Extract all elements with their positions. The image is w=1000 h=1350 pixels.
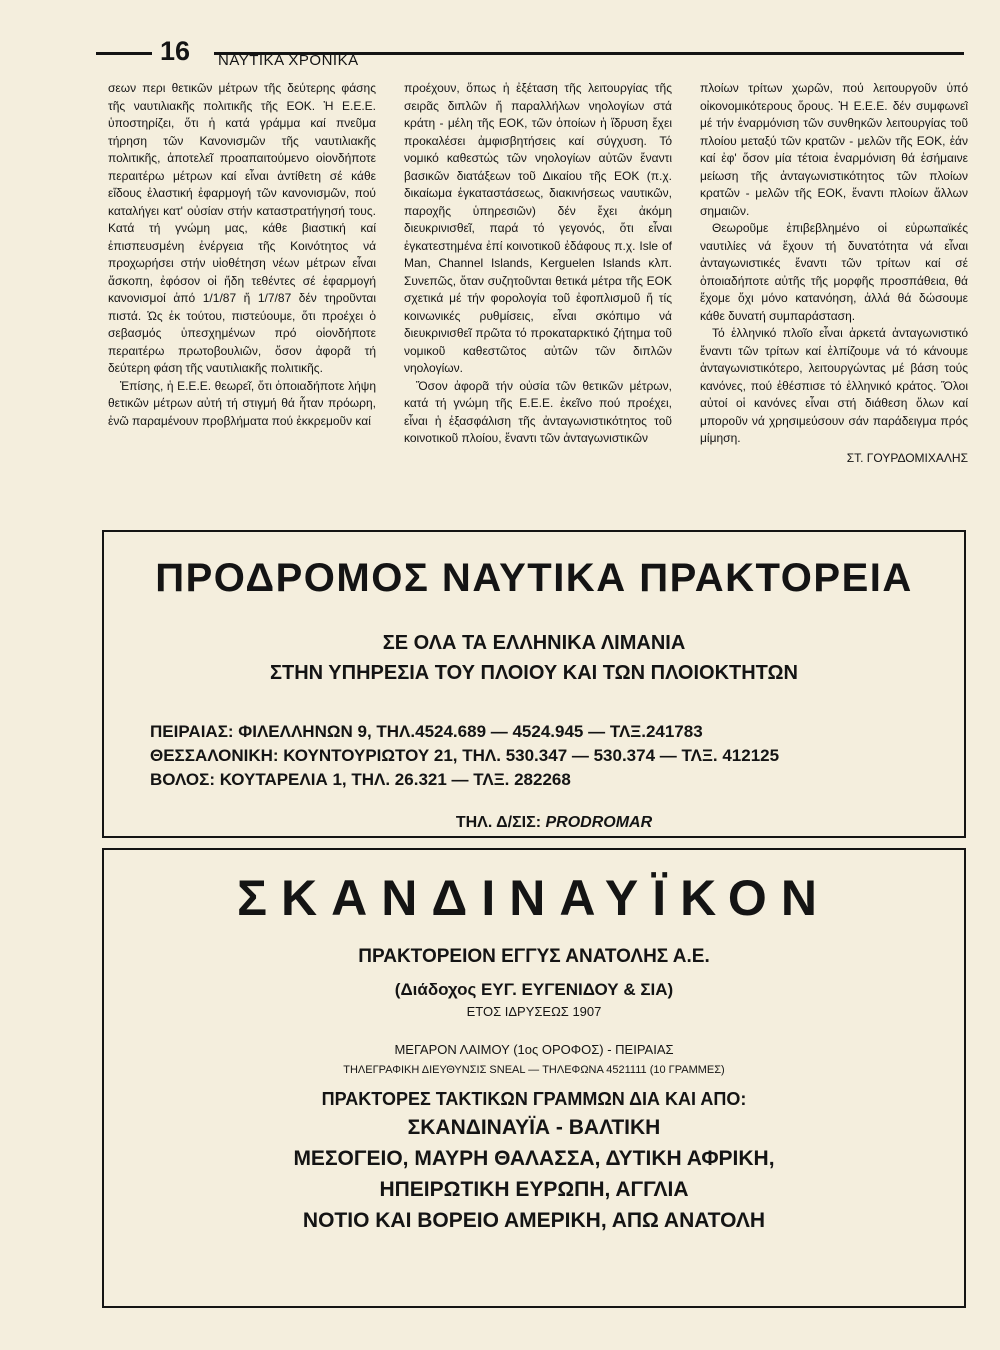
- ad-skandinavikon-telegraph: ΤΗΛΕΓΡΑΦΙΚΗ ΔΙΕΥΘΥΝΣΙΣ SNEAL — ΤΗΛΕΦΩΝΑ 4521111 (10 ΓΡΑΜΜΕΣ): [343, 1064, 725, 1076]
- page-header: [96, 38, 964, 68]
- ad-skandinavikon-title: ΣΚΑΝΔΙΝΑΥΪΚΟΝ: [237, 870, 831, 926]
- ad-prodromos-offices: [104, 720, 964, 792]
- destination-line: ΜΕΣΟΓΕΙΟ, ΜΑΥΡΗ ΘΑΛΑΣΣΑ, ΔΥΤΙΚΗ ΑΦΡΙΚΗ,: [293, 1147, 775, 1170]
- office-piraeus: ΠΕΙΡΑΙΑΣ: ΦΙΛΕΛΛΗΝΩΝ 9, ΤΗΛ.4524.689 — 4524.945 — ΤΛΞ.241783: [150, 722, 703, 741]
- article-paragraph: Θεωροῦμε ἐπιβεβλημένο οἱ εὐρωπαϊκές ναυτιλίες νά ἔχουν τή δυνατότητα νά εἶναι ἀνταγωνιστικές ἔναντι τῶν τρίτων καί σέ ὁποιαδήποτε αὐτῆς τῆς μορφῆς προσπάθεια, θά ἔχομε ὄχι μόνο κατανόηση, ἀλλά θά δώσουμε κάθε δυνατή συμπαράσταση.: [700, 221, 968, 323]
- article-paragraph: Ἐπίσης, ἡ Ε.Ε.Ε. θεωρεῖ, ὅτι ὁποιαδήποτε λήψη θετικῶν μέτρων αὐτή τή στιγμή θά ἦταν πρόωρη, ἐνῶ παραμένουν προβλήματα πού ἐκκρεμοῦν καί: [108, 378, 376, 428]
- ad-skandinavikon-agency: ΠΡΑΚΤΟΡΕΙΟΝ ΕΓΓΥΣ ΑΝΑΤΟΛΗΣ Α.Ε.: [358, 946, 710, 967]
- page-number: 16: [160, 36, 191, 66]
- article-column-3: [700, 80, 968, 520]
- cable-value: PRODROMAR: [545, 814, 653, 831]
- article-paragraph: Τό ἑλληνικό πλοῖο εἶναι ἀρκετά ἀνταγωνιστικό ἔναντι τῶν τρίτων καί ἐλπίζουμε νά τό κάνουμε ἀνταγωνιστικότερο, λειτουργώντας μέ βάση τούς κανόνες, πού ἐθέσπισε τό ἑλληνικό κράτος. Ὅλοι αὐτοί οἱ κανόνες εἶναι στή διάθεση ὅλων καί μποροῦν νά χρησιμεύσουν σάν παράδειγμα πρός μίμηση.: [700, 326, 968, 445]
- ad-prodromos-cable: [104, 814, 964, 832]
- article-paragraph: σεων περι θετικῶν μέτρων τῆς δεύτερης φάσης τῆς ναυτιλιακῆς πολιτικῆς τῆς ΕΟΚ. Ἡ Ε.Ε.Ε. ὑποστηρίζει, ὅτι ἡ κατά γράμμα καί πνεῦμα τήρηση τῶν Κανονισμῶν τῆς ναυτιλιακῆς πολιτικῆς, ἀποτελεῖ προαπαιτούμενο οἱονδήποτε περαιτέρω μέτρων καί εἶναι ἀντίθετη σέ κάθε εἴδους ἐλαστική ἐφαρμογή τῶν κανονισμῶν, πού καταλήγει κατ' οὐσίαν στήν καταστρατήγησή τους. Κατά τή γνώμη μας, κάθε βιαστική καί ἐπισπευσμένη ἐνέργεια τῆς Κοινότητος νά προχωρήσει στήν υἱοθέτηση νέων μέτρων εἶναι ἄσκοπη, ἐφόσον οἱ ἤδη τεθέντες σέ ἐφαρμογή κανονισμοί ἀπό 1/1/87 ἤ 1/7/87 δέν τηροῦνται πιστά. Ὡς ἐκ τούτου, πιστεύουμε, ὅτι προέχει ὁ σεβασμός ὑπεσχημένων πρό οἱονδήποτε περαιτέρω πρωτοβουλιῶν, ὅσον ἀφορᾶ τή δεύτερη φάση τῆς ναυτιλιακῆς πολιτικῆς.: [108, 81, 376, 375]
- office-volos: ΒΟΛΟΣ: ΚΟΥΤΑΡΕΛΙΑ 1, ΤΗΛ. 26.321 — ΤΛΞ. 282268: [150, 770, 571, 789]
- header-rule-left: [96, 52, 152, 55]
- article-body: [108, 80, 968, 520]
- ad-skandinavikon-lines-heading: ΠΡΑΚΤΟΡΕΣ ΤΑΚΤΙΚΩΝ ΓΡΑΜΜΩΝ ΔΙΑ ΚΑΙ ΑΠΟ:: [321, 1089, 747, 1109]
- destination-line: ΣΚΑΝΔΙΝΑΥΪΑ - ΒΑΛΤΙΚΗ: [407, 1116, 661, 1139]
- ad-skandinavikon-founded: ΕΤΟΣ ΙΔΡΥΣΕΩΣ 1907: [466, 1004, 602, 1019]
- article-paragraph: Ὅσον ἀφορᾶ τήν οὐσία τῶν θετικῶν μέτρων, κατά τή γνώμη τῆς Ε.Ε.Ε. ἐκεῖνο πού προέχει, εἶναι ἡ ἐξασφάλιση τῆς ἀνταγωνιστικότητος τοῦ κοινοτικοῦ πλοίου, ἔναντι τῶν ἀνταγωνιστικῶν: [404, 378, 672, 445]
- ad-prodromos-title: ΠΡΟΔΡΟΜΟΣ ΝΑΥΤΙΚΑ ΠΡΑΚΤΟΡΕΙΑ: [155, 556, 913, 600]
- cable-label: ΤΗΛ. Δ/ΣΙΣ:: [455, 814, 542, 831]
- article-paragraph: πλοίων τρίτων χωρῶν, πού λειτουργοῦν ὑπό οἰκονομικότερους ὅρους. Ἡ Ε.Ε.Ε. δέν συμφωνεῖ μέ τήν ἐναρμόνιση τῶν συνθηκῶν λειτουργίας τοῦ πλοίου μεταξύ τῶν κρατῶν - μελῶν τῆς ΕΟΚ, ἐάν καί ἐφ' ὅσον μία τέτοια ἐναρμόνιση θά ἐσήμαινε μείωση τῆς ἀνταγωνιστικότητος τῶν πλοίων κρατῶν - μελῶν τῆς ΕΟΚ, ἔναντι πλοίων ἄλλων σημαιῶν.: [700, 81, 968, 218]
- article-signature: ΣΤ. ΓΟΥΡΔΟΜΙΧΑΛΗΣ: [846, 450, 968, 465]
- destination-line: ΝΟΤΙΟ ΚΑΙ ΒΟΡΕΙΟ ΑΜΕΡΙΚΗ, ΑΠΩ ΑΝΑΤΟΛΗ: [302, 1209, 766, 1232]
- ad-skandinavikon: [102, 848, 966, 1308]
- destination-line: ΗΠΕΙΡΩΤΙΚΗ ΕΥΡΩΠΗ, ΑΓΓΛΙΑ: [379, 1178, 689, 1201]
- ad-prodromos: [102, 530, 966, 838]
- ad-skandinavikon-office: ΜΕΓΑΡΟΝ ΛΑΙΜΟΥ (1ος ΟΡΟΦΟΣ) - ΠΕΙΡΑΙΑΣ: [394, 1042, 674, 1057]
- ad-prodromos-subtitle-2: ΣΤΗΝ ΥΠΗΡΕΣΙΑ ΤΟΥ ΠΛΟΙΟΥ ΚΑΙ ΤΩΝ ΠΛΟΙΟΚΤΗΤΩΝ: [269, 662, 799, 684]
- ad-skandinavikon-successor: (Διάδοχος ΕΥΓ. ΕΥΓΕΝΙΔΟΥ & ΣΙΑ): [394, 980, 674, 999]
- ad-prodromos-subtitle-1: ΣΕ ΟΛΑ ΤΑ ΕΛΛΗΝΙΚΑ ΛΙΜΑΝΙΑ: [382, 632, 686, 654]
- article-column-2: [404, 80, 672, 520]
- office-thessaloniki: ΘΕΣΣΑΛΟΝΙΚΗ: ΚΟΥΝΤΟΥΡΙΩΤΟΥ 21, ΤΗΛ. 530.347 — 530.374 — ΤΛΞ. 412125: [150, 746, 780, 765]
- article-paragraph: προέχουν, ὅπως ἡ ἐξέταση τῆς λειτουργίας τῆς σειρᾶς διπλῶν ἤ παραλλήλων νηολογίων στά κράτη - μέλη τῆς ΕΟΚ, τῶν ὁποίων ἡ ἵδρυση ἔχει προκαλέσει ἀμφισβητήσεις καί σύγχυση. Τό νομικό καθεστώς τῶν νηολογίων αὐτῶν ἔναντι βασικῶν διατάξεων τοῦ Δικαίου τῆς ΕΟΚ (π.χ. δικαίωμα ἐγκαταστάσεως, διακινήσεως ναυτικῶν, παροχῆς ὑπηρεσιῶν) δέν ἔχει ἀκόμη διευκρινισθεῖ, παρά τό γεγονός, ὅτι εἶναι ἐγκατεστημένα ἐπί κοινοτικοῦ ἐδάφους π.χ. Isle of Man, Channel Islands, Kerguelen Islands κλπ. Συνεπῶς, ὅταν συζητοῦνται θετικά μέτρα τῆς ΕΟΚ σχετικά μέ τήν φορολογία τοῦ ἐφοπλισμοῦ ἤ τίς κοινωνικές ρυθμίσεις, εἶναι σκόπιμο νά διευκρινισθεῖ πρῶτα τό προκαταρκτικό ζήτημα τοῦ νομικοῦ καθεστῶτος αὐτῶν τῶν διπλῶν νηολογίων.: [404, 81, 672, 375]
- magazine-title: ΝΑΥΤΙΚΑ ΧΡΟΝΙΚΑ: [218, 52, 359, 69]
- article-column-1: [108, 80, 376, 520]
